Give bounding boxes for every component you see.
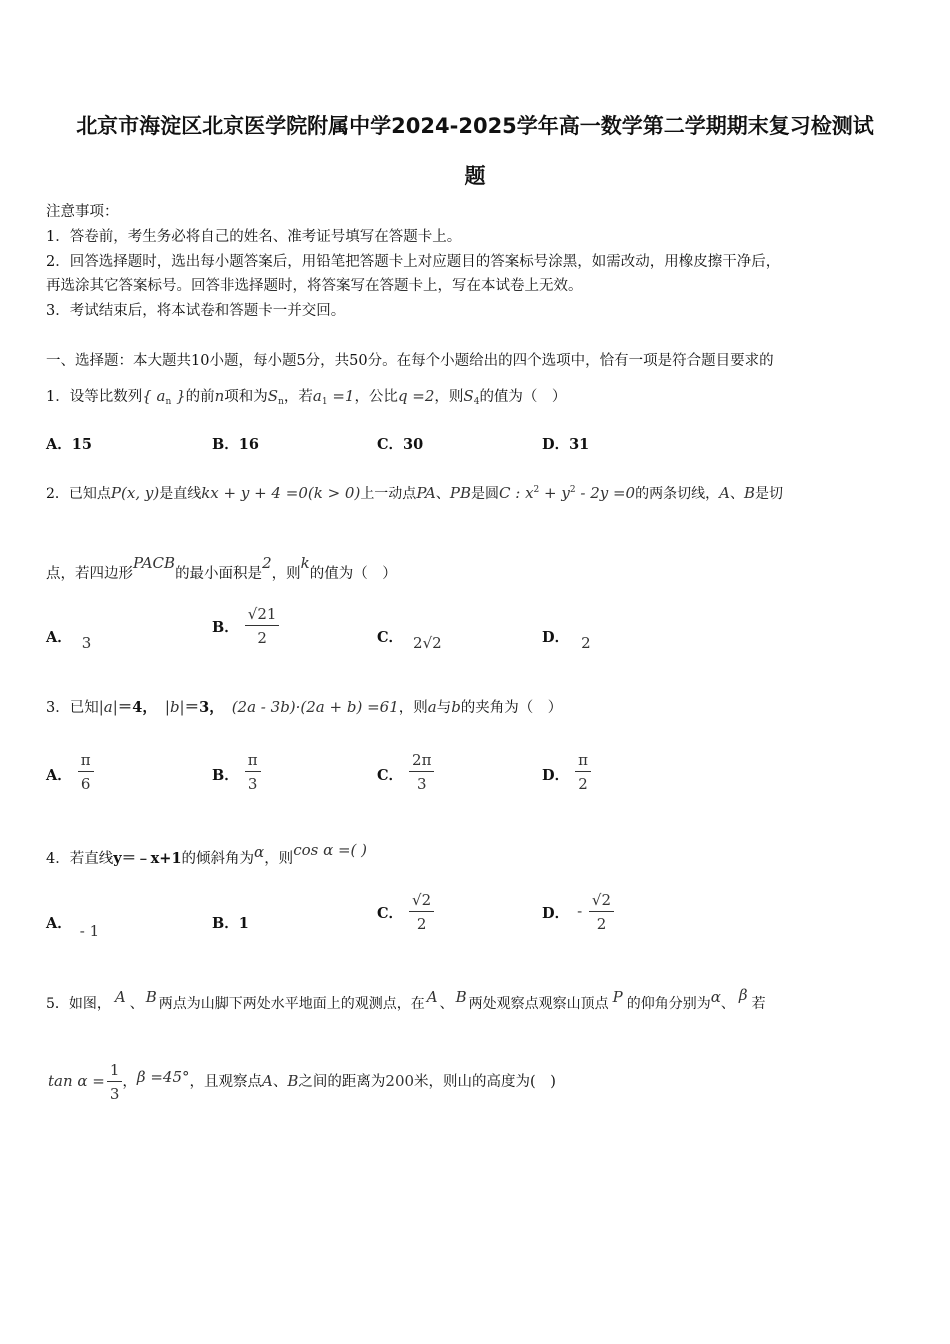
q4-option-a[interactable]: A． - 1 xyxy=(46,915,100,940)
exam-title-line1: 北京市海淀区北京医学院附属中学2024-2025学年高一数学第二学期期末复习检测试 xyxy=(76,114,874,138)
q3-option-a[interactable]: A． $\frac{\pi}{6}$ xyxy=(46,750,94,794)
q2-option-a[interactable]: A． 3 xyxy=(46,629,92,652)
q4-option-b[interactable]: B．1 xyxy=(212,915,249,932)
notice-item-2: 2．回答选择题时，选出每小题答案后，用铅笔把答题卡上对应题目的答案标号涂黑，如需改动，用橡皮擦干净后， xyxy=(46,254,781,270)
q4-number: 4． xyxy=(46,851,70,867)
q2-option-c[interactable]: C． 2√2 xyxy=(377,629,442,652)
question-4: 4．若直线y＝﹣x+1的倾斜角为α，则cos α =( ) xyxy=(46,841,368,867)
q5-number: 5． xyxy=(46,996,69,1012)
q1-option-a[interactable]: A．15 xyxy=(46,436,92,453)
question-2-line1: 2．已知点P(x, y)是直线kx + y + 4 =0(k > 0)上一动点PA、PB是圆C : $x^2 + y^2 - 2y =0$的两条切线，A、B是切 xyxy=(46,484,783,502)
exam-title-line2: 题 xyxy=(464,164,486,188)
notice-item-1: 1．答卷前，考生务必将自己的姓名、准考证号填写在答题卡上。 xyxy=(46,229,462,245)
q1-option-b[interactable]: B．16 xyxy=(212,436,259,453)
q3-number: 3． xyxy=(46,700,70,716)
section1-heading: 一、选择题：本大题共10小题，每小题5分，共50分。在每个小题给出的四个选项中，恰有一项是符合题目要求的 xyxy=(46,353,774,369)
q3-option-c[interactable]: C． $\frac{2\pi}{3}$ xyxy=(377,750,434,794)
question-5-line2: tan α = $\frac{1}{3}$ ，β =45°，且观察点A、B之间的距离为200米，则山的高度为( ) xyxy=(48,1061,556,1103)
question-1: 1．设等比数列{ $a_n$ }的前n项和为$S_n$，若$a_1 =1$，公比q =2，则$S_4$的值为（ ） xyxy=(46,387,567,407)
notice-item-2-cont: 再选涂其它答案标号。回答非选择题时，将答案写在答题卡上，写在本试卷上无效。 xyxy=(46,278,583,294)
q4-option-d[interactable]: D． - $\frac{√2}{2}$ xyxy=(542,890,614,934)
question-5-line1: 5．如图， A 、 B 两点为山脚下两处水平地面上的观测点，在 A 、 B 两处观察点观察山顶点 P 的仰角分别为α、 β 若 xyxy=(46,986,766,1012)
question-3: 3．已知|a|＝4， |b|＝3， (2a - 3b)·(2a + b) =61，则a与b的夹角为（ ） xyxy=(46,698,563,716)
notice-heading: 注意事项： xyxy=(46,204,119,220)
q3-option-d[interactable]: D． $\frac{\pi}{2}$ xyxy=(542,750,591,794)
question-2-line2: 点，若四边形PACB的最小面积是2，则k的值为（ ） xyxy=(46,554,397,582)
notice-item-3: 3．考试结束后，将本试卷和答题卡一并交回。 xyxy=(46,303,346,319)
q3-option-b[interactable]: B． $\frac{\pi}{3}$ xyxy=(212,750,261,794)
q1-number: 1． xyxy=(46,389,70,405)
q2-option-b[interactable]: B． $\frac{√21}{2}$ xyxy=(212,604,279,648)
q2-option-d[interactable]: D． 2 xyxy=(542,629,591,652)
q2-number: 2． xyxy=(46,486,69,502)
q1-option-c[interactable]: C．30 xyxy=(377,436,424,453)
q1-option-d[interactable]: D．31 xyxy=(542,436,590,453)
q4-option-c[interactable]: C． $\frac{√2}{2}$ xyxy=(377,890,434,934)
